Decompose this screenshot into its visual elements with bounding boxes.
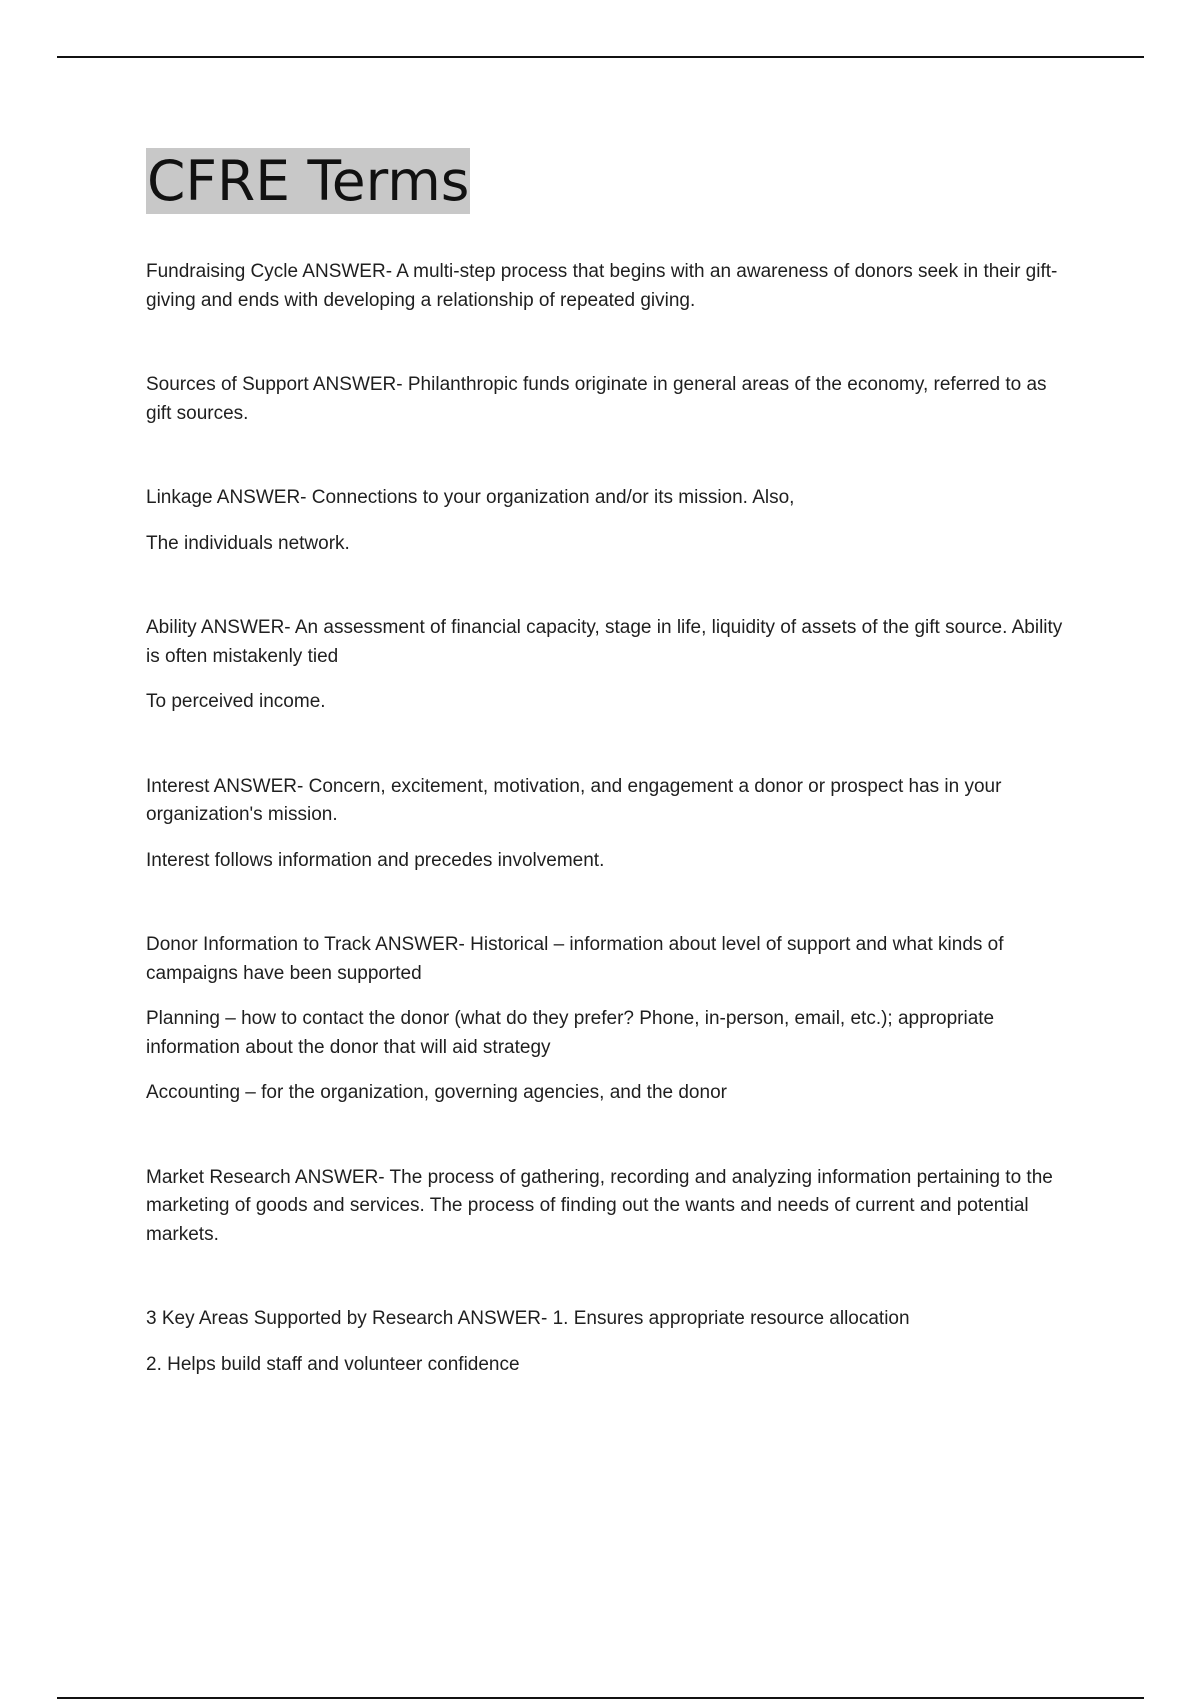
entry-fundraising-cycle: [146, 258, 1076, 315]
entry-market-research: [146, 1164, 1076, 1250]
entry-paragraph: 3 Key Areas Supported by Research ANSWER- 1. Ensures appropriate resource allocation: [146, 1308, 910, 1329]
entry-ability: [146, 614, 1076, 717]
entry-paragraph: Ability ANSWER- An assessment of financial capacity, stage in life, liquidity of assets of the gift source. Ability is often mistakenly tied: [146, 617, 1063, 667]
entry-sources-of-support: [146, 371, 1076, 428]
entry-interest: [146, 773, 1076, 876]
entry-paragraph: To perceived income.: [146, 691, 326, 712]
header-rule: [57, 56, 1144, 58]
entry-paragraph: Planning – how to contact the donor (what do they prefer? Phone, in-person, email, etc.); appropriate information about the donor that will aid strategy: [146, 1008, 995, 1058]
entry-paragraph: Market Research ANSWER- The process of gathering, recording and analyzing information pertaining to the marketing of goods and services. The process of finding out the wants and needs of current and potential markets.: [146, 1166, 1053, 1245]
entry-paragraph: Accounting – for the organization, governing agencies, and the donor: [146, 1082, 727, 1103]
entry-paragraph: Interest follows information and precedes involvement.: [146, 849, 605, 871]
entry-paragraph: The individuals network.: [146, 532, 350, 554]
footer-rule: [57, 1697, 1144, 1699]
entry-paragraph: Linkage ANSWER- Connections to your organization and/or its mission. Also,: [146, 487, 795, 508]
document-title: CFRE Terms: [147, 149, 470, 213]
document-body: [146, 148, 1076, 1435]
entry-paragraph: Donor Information to Track ANSWER- Historical – information about level of support and what kinds of campaigns have been supported: [146, 934, 1004, 984]
entry-paragraph: 2. Helps build staff and volunteer confidence: [146, 1353, 520, 1375]
entry-3-key-areas: [146, 1305, 1076, 1379]
entry-paragraph: Interest ANSWER- Concern, excitement, motivation, and engagement a donor or prospect has in your organization's mission.: [146, 775, 1002, 825]
entry-paragraph: Fundraising Cycle ANSWER- A multi-step process that begins with an awareness of donors seek in their gift-giving and ends with developing a relationship of repeated giving.: [146, 261, 1058, 311]
entry-paragraph: Sources of Support ANSWER- Philanthropic funds originate in general areas of the economy, referred to as gift sources.: [146, 374, 1047, 424]
entry-linkage: [146, 484, 1076, 558]
entry-donor-information-to-track: [146, 931, 1076, 1108]
